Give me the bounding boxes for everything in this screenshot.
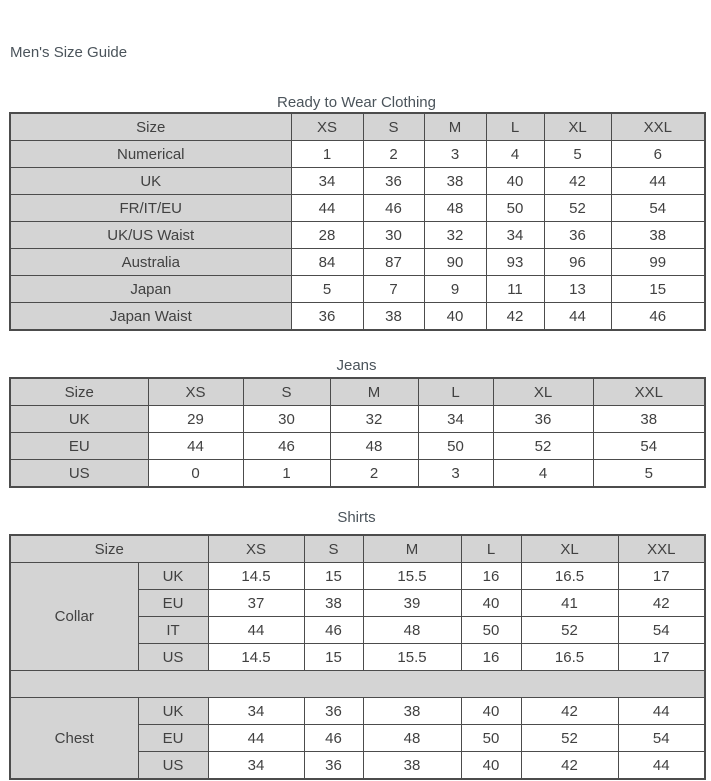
value-cell: 52 xyxy=(493,433,593,460)
row-label: EU xyxy=(138,725,208,752)
table-row xyxy=(10,168,705,195)
value-cell: 46 xyxy=(304,617,363,644)
value-cell: 44 xyxy=(208,725,304,752)
column-header-size: Size xyxy=(10,378,148,406)
value-cell: 36 xyxy=(291,303,363,331)
table-caption-shirts: Shirts xyxy=(337,509,376,526)
table-row xyxy=(10,195,705,222)
value-cell: 5 xyxy=(544,141,611,168)
value-cell: 15.5 xyxy=(363,644,461,671)
value-cell: 50 xyxy=(461,725,521,752)
value-cell: 44 xyxy=(611,168,705,195)
value-cell: 54 xyxy=(611,195,705,222)
value-cell: 7 xyxy=(363,276,424,303)
column-header-l: L xyxy=(418,378,493,406)
value-cell: 84 xyxy=(291,249,363,276)
value-cell: 41 xyxy=(521,590,618,617)
column-header-xs: XS xyxy=(148,378,243,406)
column-header-xl: XL xyxy=(493,378,593,406)
row-label: UK xyxy=(138,698,208,725)
row-label: FR/IT/EU xyxy=(10,195,291,222)
value-cell: 17 xyxy=(618,644,705,671)
value-cell: 46 xyxy=(611,303,705,331)
value-cell: 39 xyxy=(363,590,461,617)
value-cell: 16.5 xyxy=(521,644,618,671)
value-cell: 46 xyxy=(243,433,330,460)
row-label: Numerical xyxy=(10,141,291,168)
value-cell: 34 xyxy=(208,752,304,780)
table-row xyxy=(10,406,705,433)
value-cell: 17 xyxy=(618,563,705,590)
value-cell: 40 xyxy=(486,168,544,195)
row-label: US xyxy=(138,644,208,671)
value-cell: 16 xyxy=(461,563,521,590)
value-cell: 40 xyxy=(461,698,521,725)
value-cell: 38 xyxy=(424,168,486,195)
value-cell: 34 xyxy=(418,406,493,433)
separator-cell xyxy=(10,671,705,698)
value-cell: 3 xyxy=(424,141,486,168)
header-row xyxy=(10,535,705,563)
value-cell: 15.5 xyxy=(363,563,461,590)
value-cell: 2 xyxy=(363,141,424,168)
value-cell: 42 xyxy=(521,698,618,725)
value-cell: 5 xyxy=(593,460,705,488)
value-cell: 9 xyxy=(424,276,486,303)
column-header-m: M xyxy=(363,535,461,563)
column-header-xs: XS xyxy=(291,113,363,141)
row-label: US xyxy=(10,460,148,488)
table-row xyxy=(10,433,705,460)
column-header-size: Size xyxy=(10,535,208,563)
jeans-table xyxy=(9,377,706,488)
column-header-m: M xyxy=(330,378,418,406)
value-cell: 44 xyxy=(618,698,705,725)
column-header-s: S xyxy=(243,378,330,406)
value-cell: 30 xyxy=(243,406,330,433)
value-cell: 38 xyxy=(611,222,705,249)
value-cell: 44 xyxy=(208,617,304,644)
column-header-xl: XL xyxy=(521,535,618,563)
column-header-l: L xyxy=(461,535,521,563)
ready-to-wear-table xyxy=(9,112,706,331)
value-cell: 2 xyxy=(330,460,418,488)
value-cell: 15 xyxy=(304,644,363,671)
value-cell: 14.5 xyxy=(208,644,304,671)
value-cell: 14.5 xyxy=(208,563,304,590)
column-header-s: S xyxy=(363,113,424,141)
column-header-xxl: XXL xyxy=(618,535,705,563)
shirts-table xyxy=(9,534,706,780)
value-cell: 87 xyxy=(363,249,424,276)
value-cell: 36 xyxy=(304,698,363,725)
value-cell: 16 xyxy=(461,644,521,671)
group-label-collar: Collar xyxy=(10,563,138,671)
table-row xyxy=(10,222,705,249)
value-cell: 90 xyxy=(424,249,486,276)
row-label: UK xyxy=(10,168,291,195)
column-header-xxl: XXL xyxy=(611,113,705,141)
value-cell: 32 xyxy=(424,222,486,249)
row-label: Japan Waist xyxy=(10,303,291,331)
value-cell: 48 xyxy=(363,725,461,752)
column-header-xl: XL xyxy=(544,113,611,141)
header-row xyxy=(10,113,705,141)
value-cell: 48 xyxy=(330,433,418,460)
value-cell: 50 xyxy=(418,433,493,460)
value-cell: 4 xyxy=(493,460,593,488)
value-cell: 96 xyxy=(544,249,611,276)
value-cell: 54 xyxy=(618,725,705,752)
group-label-chest: Chest xyxy=(10,698,138,780)
column-header-s: S xyxy=(304,535,363,563)
value-cell: 34 xyxy=(291,168,363,195)
value-cell: 4 xyxy=(486,141,544,168)
table-row xyxy=(10,276,705,303)
value-cell: 99 xyxy=(611,249,705,276)
table-row xyxy=(10,249,705,276)
row-label: EU xyxy=(10,433,148,460)
value-cell: 44 xyxy=(291,195,363,222)
value-cell: 52 xyxy=(521,725,618,752)
value-cell: 54 xyxy=(618,617,705,644)
value-cell: 36 xyxy=(544,222,611,249)
column-header-m: M xyxy=(424,113,486,141)
value-cell: 6 xyxy=(611,141,705,168)
value-cell: 30 xyxy=(363,222,424,249)
value-cell: 1 xyxy=(243,460,330,488)
table-row xyxy=(10,303,705,331)
value-cell: 5 xyxy=(291,276,363,303)
value-cell: 36 xyxy=(304,752,363,780)
column-header-l: L xyxy=(486,113,544,141)
value-cell: 15 xyxy=(611,276,705,303)
table-row xyxy=(10,460,705,488)
value-cell: 44 xyxy=(618,752,705,780)
value-cell: 42 xyxy=(521,752,618,780)
value-cell: 50 xyxy=(461,617,521,644)
table-caption-ready-to-wear: Ready to Wear Clothing xyxy=(277,94,436,111)
value-cell: 48 xyxy=(363,617,461,644)
column-header-xxl: XXL xyxy=(593,378,705,406)
value-cell: 38 xyxy=(363,698,461,725)
value-cell: 1 xyxy=(291,141,363,168)
row-label: IT xyxy=(138,617,208,644)
value-cell: 28 xyxy=(291,222,363,249)
row-label: Australia xyxy=(10,249,291,276)
value-cell: 38 xyxy=(593,406,705,433)
value-cell: 50 xyxy=(486,195,544,222)
value-cell: 37 xyxy=(208,590,304,617)
row-label: EU xyxy=(138,590,208,617)
column-header-xs: XS xyxy=(208,535,304,563)
value-cell: 44 xyxy=(148,433,243,460)
value-cell: 36 xyxy=(363,168,424,195)
value-cell: 40 xyxy=(461,590,521,617)
value-cell: 40 xyxy=(424,303,486,331)
separator-row xyxy=(10,671,705,698)
value-cell: 42 xyxy=(486,303,544,331)
value-cell: 15 xyxy=(304,563,363,590)
row-label: UK xyxy=(10,406,148,433)
value-cell: 46 xyxy=(304,725,363,752)
value-cell: 38 xyxy=(304,590,363,617)
page-title: Men's Size Guide xyxy=(10,44,128,61)
value-cell: 16.5 xyxy=(521,563,618,590)
value-cell: 0 xyxy=(148,460,243,488)
value-cell: 93 xyxy=(486,249,544,276)
column-header-size: Size xyxy=(10,113,291,141)
value-cell: 54 xyxy=(593,433,705,460)
table-row xyxy=(10,698,705,725)
header-row xyxy=(10,378,705,406)
value-cell: 42 xyxy=(618,590,705,617)
value-cell: 38 xyxy=(363,303,424,331)
row-label: US xyxy=(138,752,208,780)
value-cell: 3 xyxy=(418,460,493,488)
value-cell: 44 xyxy=(544,303,611,331)
value-cell: 52 xyxy=(544,195,611,222)
value-cell: 29 xyxy=(148,406,243,433)
value-cell: 48 xyxy=(424,195,486,222)
row-label: UK xyxy=(138,563,208,590)
value-cell: 13 xyxy=(544,276,611,303)
value-cell: 34 xyxy=(208,698,304,725)
value-cell: 38 xyxy=(363,752,461,780)
row-label: Japan xyxy=(10,276,291,303)
value-cell: 11 xyxy=(486,276,544,303)
value-cell: 52 xyxy=(521,617,618,644)
value-cell: 46 xyxy=(363,195,424,222)
table-row xyxy=(10,141,705,168)
value-cell: 36 xyxy=(493,406,593,433)
value-cell: 34 xyxy=(486,222,544,249)
value-cell: 40 xyxy=(461,752,521,780)
table-caption-jeans: Jeans xyxy=(336,357,377,374)
table-row xyxy=(10,563,705,590)
value-cell: 42 xyxy=(544,168,611,195)
row-label: UK/US Waist xyxy=(10,222,291,249)
value-cell: 32 xyxy=(330,406,418,433)
